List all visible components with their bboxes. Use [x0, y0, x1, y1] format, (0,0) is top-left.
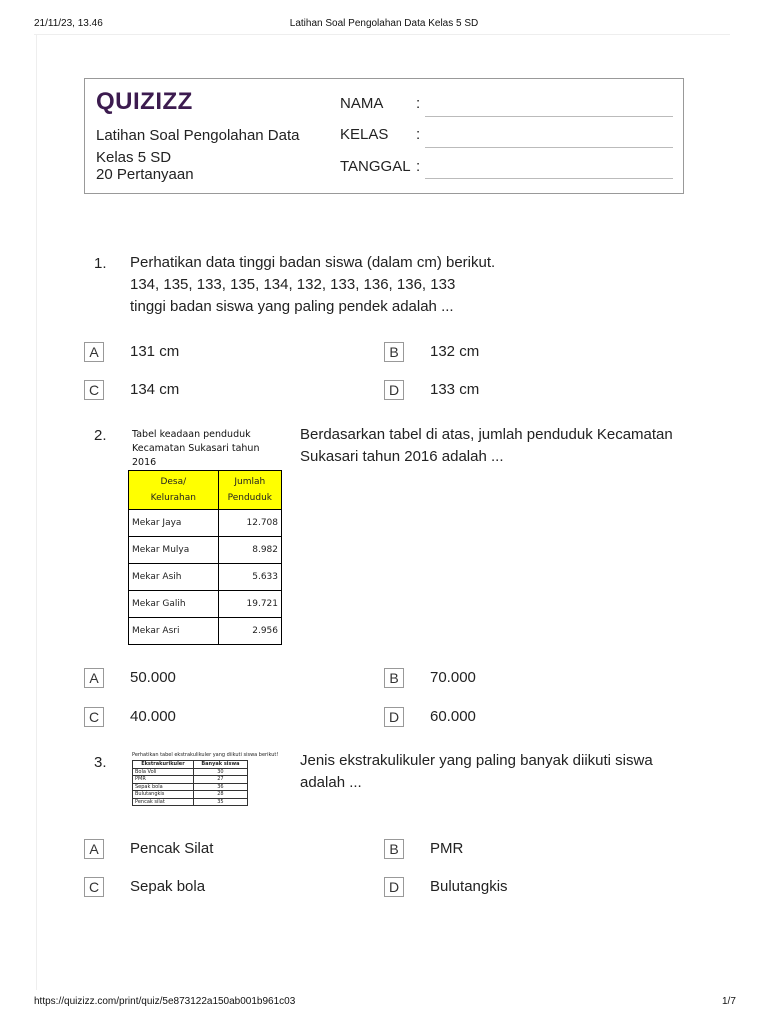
quizizz-logo: QUIZIZZ: [96, 88, 193, 115]
population-table-title-line2: Kecamatan Sukasari tahun 2016: [132, 443, 260, 468]
table-row: Mekar Asri 2.956: [129, 618, 282, 645]
date-line[interactable]: [425, 178, 673, 179]
question-1-line: tinggi badan siswa yang paling pendek adalah ...: [130, 298, 454, 315]
table-header-village: Desa/ Kelurahan: [129, 471, 219, 510]
question-3-line: adalah ...: [300, 774, 362, 791]
quiz-title-line1: Latihan Soal Pengolahan Data: [96, 127, 300, 144]
quiz-title-line2: Kelas 5 SD: [96, 149, 172, 166]
table-row: Mekar Galih 19.721: [129, 591, 282, 618]
table-header-students: Banyak siswa: [193, 761, 247, 769]
option-c-box[interactable]: C: [84, 380, 104, 400]
question-count: 20 Pertanyaan: [96, 166, 194, 183]
option-c-text: 40.000: [130, 708, 176, 725]
question-2-line: Berdasarkan tabel di atas, jumlah penduduk Kecamatan: [300, 426, 673, 443]
table-row: Pencak silat 35: [133, 798, 248, 806]
population-table: [128, 470, 282, 645]
question-2-number: 2.: [94, 427, 107, 444]
table-row: Bola Voli 30: [133, 768, 248, 776]
table-header-population: Jumlah Penduduk: [218, 471, 281, 510]
quiz-title: [96, 125, 336, 169]
quiz-header-box: [84, 78, 684, 194]
class-label: KELAS: [340, 126, 389, 143]
left-divider: [36, 34, 37, 990]
extracurricular-table-image: [128, 752, 282, 818]
option-d-box[interactable]: D: [384, 380, 404, 400]
table-row: Mekar Asih 5.633: [129, 564, 282, 591]
option-b-box[interactable]: B: [384, 342, 404, 362]
print-page-title: Latihan Soal Pengolahan Data Kelas 5 SD: [289, 18, 479, 29]
class-separator: :: [416, 126, 421, 143]
option-a-box[interactable]: A: [84, 668, 104, 688]
date-label: TANGGAL: [340, 158, 411, 175]
question-3-number: 3.: [94, 754, 107, 771]
option-b-text: 132 cm: [430, 343, 480, 360]
option-d-text: 60.000: [430, 708, 476, 725]
question-2-line: Sukasari tahun 2016 adalah ...: [300, 448, 504, 465]
option-a-text: 50.000: [130, 669, 176, 686]
class-line[interactable]: [425, 147, 673, 148]
print-datetime: 21/11/23, 13.46: [34, 18, 103, 29]
date-separator: :: [416, 158, 421, 175]
option-a-text: 131 cm: [130, 343, 180, 360]
name-label: NAMA: [340, 95, 384, 112]
option-d-text: Bulutangkis: [430, 878, 508, 895]
extracurricular-table: [132, 760, 248, 806]
table-header-activity: Ekstrakurikuler: [133, 761, 194, 769]
question-3-line: Jenis ekstrakulikuler yang paling banyak diikuti siswa: [300, 752, 653, 769]
option-a-text: Pencak Silat: [130, 840, 214, 857]
name-line[interactable]: [425, 116, 673, 117]
option-c-box[interactable]: C: [84, 877, 104, 897]
option-a-box[interactable]: A: [84, 839, 104, 859]
option-d-text: 133 cm: [430, 381, 480, 398]
class-field: [340, 126, 420, 143]
table-row: Bulutangkis 28: [133, 791, 248, 799]
question-1-text: [130, 252, 495, 318]
question-1-number: 1.: [94, 255, 107, 272]
print-page-number: 1/7: [722, 996, 736, 1007]
name-separator: :: [416, 95, 421, 112]
top-divider: [34, 34, 730, 35]
option-b-text: PMR: [430, 840, 464, 857]
option-b-box[interactable]: B: [384, 668, 404, 688]
option-d-box[interactable]: D: [384, 707, 404, 727]
print-url: https://quizizz.com/print/quiz/5e873122a150ab001b961c03: [34, 996, 296, 1007]
option-b-box[interactable]: B: [384, 839, 404, 859]
question-1-line: 134, 135, 133, 135, 134, 132, 133, 136, 136, 133: [130, 276, 456, 293]
question-3-text: [300, 750, 653, 794]
question-2-text: [300, 424, 673, 468]
population-table-image: [128, 424, 283, 644]
option-c-box[interactable]: C: [84, 707, 104, 727]
table-row: Mekar Mulya 8.982: [129, 537, 282, 564]
population-table-title-line1: Tabel keadaan penduduk: [132, 429, 251, 440]
table-row: Sepak bola 36: [133, 783, 248, 791]
option-d-box[interactable]: D: [384, 877, 404, 897]
option-c-text: 134 cm: [130, 381, 180, 398]
table-row: PMR 27: [133, 776, 248, 784]
table-row: Mekar Jaya 12.708: [129, 510, 282, 537]
population-table-title: [128, 424, 283, 470]
date-field: [340, 158, 420, 175]
name-field: [340, 95, 420, 112]
question-1-line: Perhatikan data tinggi badan siswa (dalam cm) berikut.: [130, 254, 496, 271]
option-c-text: Sepak bola: [130, 878, 206, 895]
option-b-text: 70.000: [430, 669, 476, 686]
extracurricular-table-title: Perhatikan tabel ekstrakulikuler yang diikuti siswa berikut!: [132, 752, 279, 758]
option-a-box[interactable]: A: [84, 342, 104, 362]
